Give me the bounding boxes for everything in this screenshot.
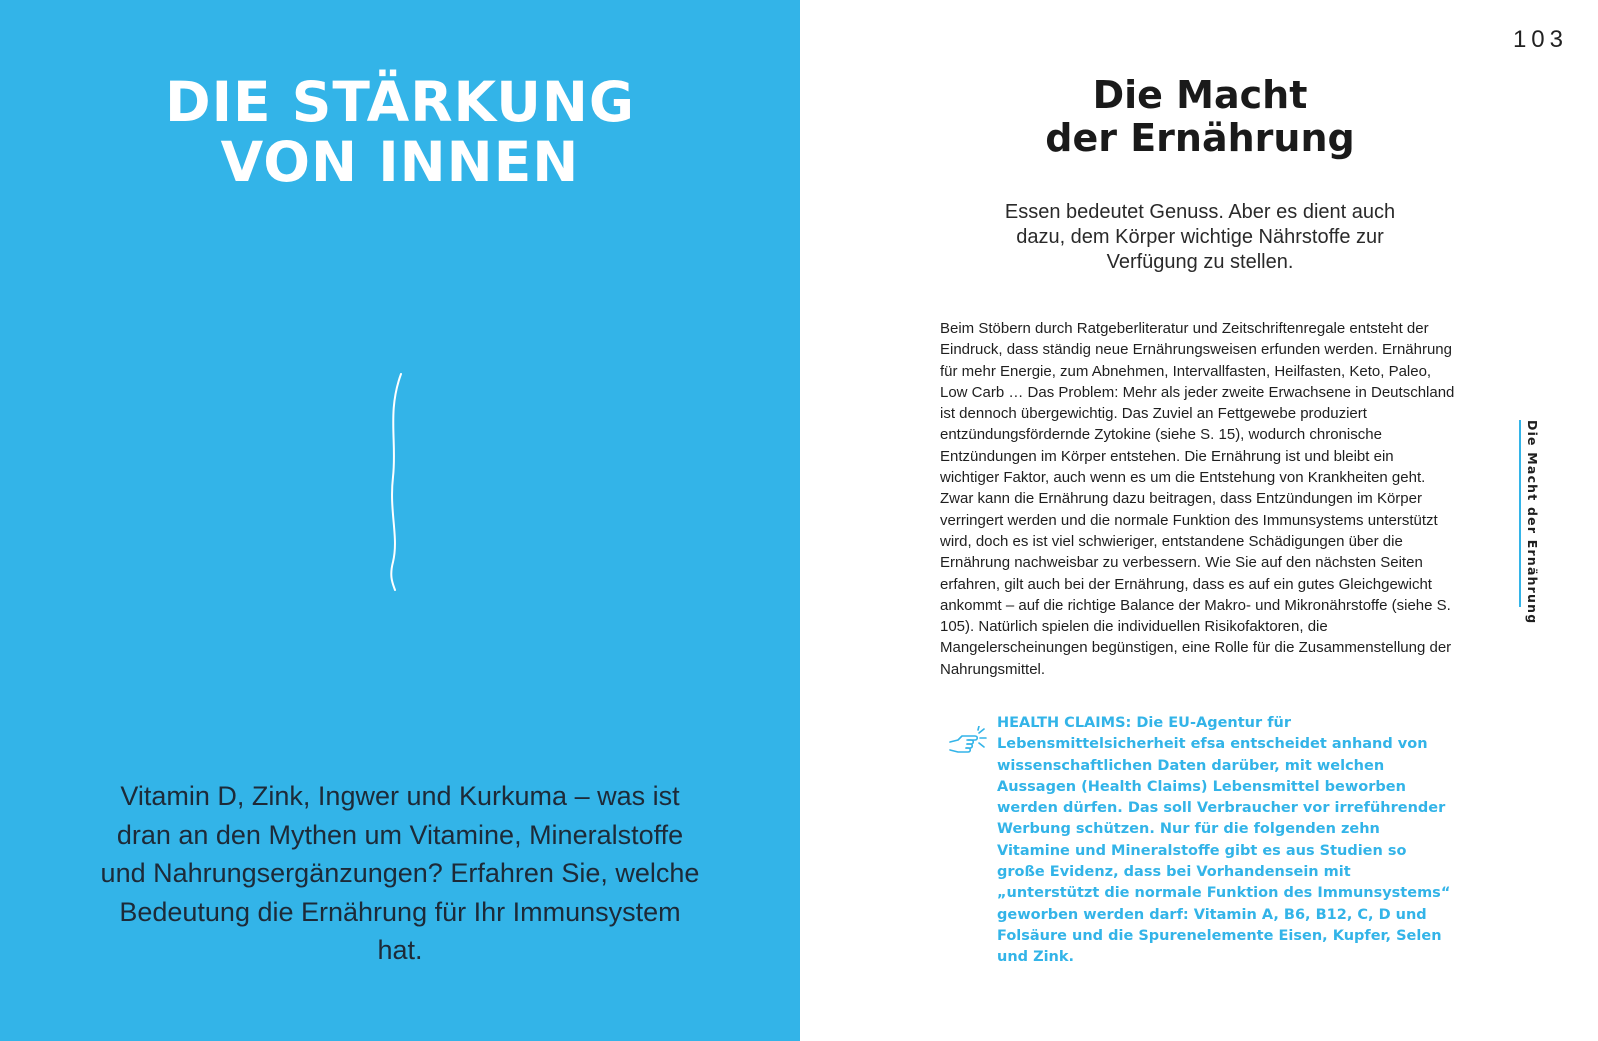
chapter-title-line-2: VON INNEN [220, 130, 580, 194]
chapter-title-line-1: DIE STÄRKUNG [164, 70, 636, 134]
section-tab [1519, 420, 1541, 625]
health-claims-note: HEALTH CLAIMS: Die EU-Agentur für Lebensmittelsicherheit efsa entscheidet anhand von wissenschaftlichen Daten darüber, mit welchen Aussagen (Health Claims) Lebensmittel beworben werden dürfen. Das soll Verbraucher vor irreführender Werbung schützen. Nur für die folgenden zehn Vitamine und Mineralstoffe gibt es aus Studien so große Evidenz, dass bei Vorhandensein mit „unterstützt die normale Funktion des Immunsystems“ geworben werden darf: Vitamin A, B6, B12, C, D und Folsäure und die Spurenelemente Eisen, Kupfer, Selen und Zink. [997, 715, 1451, 966]
section-tab-label: Die Macht der Ernährung [1525, 420, 1540, 625]
section-title [800, 74, 1598, 160]
right-page [800, 0, 1598, 1041]
body-paragraph: Beim Stöbern durch Ratgeberliteratur und Zeitschriftenregale entsteht der Eindruck, dass ständig neue Ernährungsweisen erfunden werden. Ernährung für mehr Energie, zum Abnehmen, Intervallfasten, Heilfasten, Keto, Paleo, Low Carb … Das Problem: Mehr als jeder zweite Erwachsene in Deutschland ist dennoch übergewichtig. Das Zuviel an Fettgewebe produziert entzündungsfördernde Zytokine (siehe S. 15), wodurch chronische Entzündungen im Körper entstehen. Die Ernährung ist und bleibt ein wichtiger Faktor, auch wenn es um die Entstehung von Krankheiten geht. Zwar kann die Ernährung dazu beitragen, dass Entzündungen im Körper verringert werden und die normale Funktion des Immunsystems unterstützt wird, doch es ist viel schwieriger, entstandene Schädigungen über die Ernährung nachweisbar zu verbessern. Wie Sie auf den nächsten Seiten erfahren, gilt auch bei der Ernährung, dass es auf ein gutes Gleichgewicht ankommt – auf die richtige Balance der Makro- und Mikronährstoffe (siehe S. 105). Natürlich spielen die individuellen Risikofaktoren, die Mangelerscheinungen begünstigen, eine Rolle für die Zusammenstellung der Nahrungsmittel. [940, 320, 1455, 678]
chapter-teaser: Vitamin D, Zink, Ingwer und Kurkuma – was ist dran an den Mythen um Vitamine, Mineralstoffe und Nahrungsergänzungen? Erfahren Sie, welche Bedeutung die Ernährung für Ihr Immunsystem hat. [100, 781, 700, 965]
pointing-hand-icon [948, 726, 994, 760]
section-title-line-2: der Ernährung [1045, 116, 1355, 160]
page-number: 103 [1512, 26, 1568, 53]
chapter-title [0, 72, 800, 192]
section-intro: Essen bedeutet Genuss. Aber es dient auch dazu, dem Körper wichtige Nährstoffe zur Verfügung zu stellen. [1004, 201, 1396, 273]
section-title-line-1: Die Macht [1092, 73, 1308, 117]
squiggle-line-icon [385, 372, 415, 592]
